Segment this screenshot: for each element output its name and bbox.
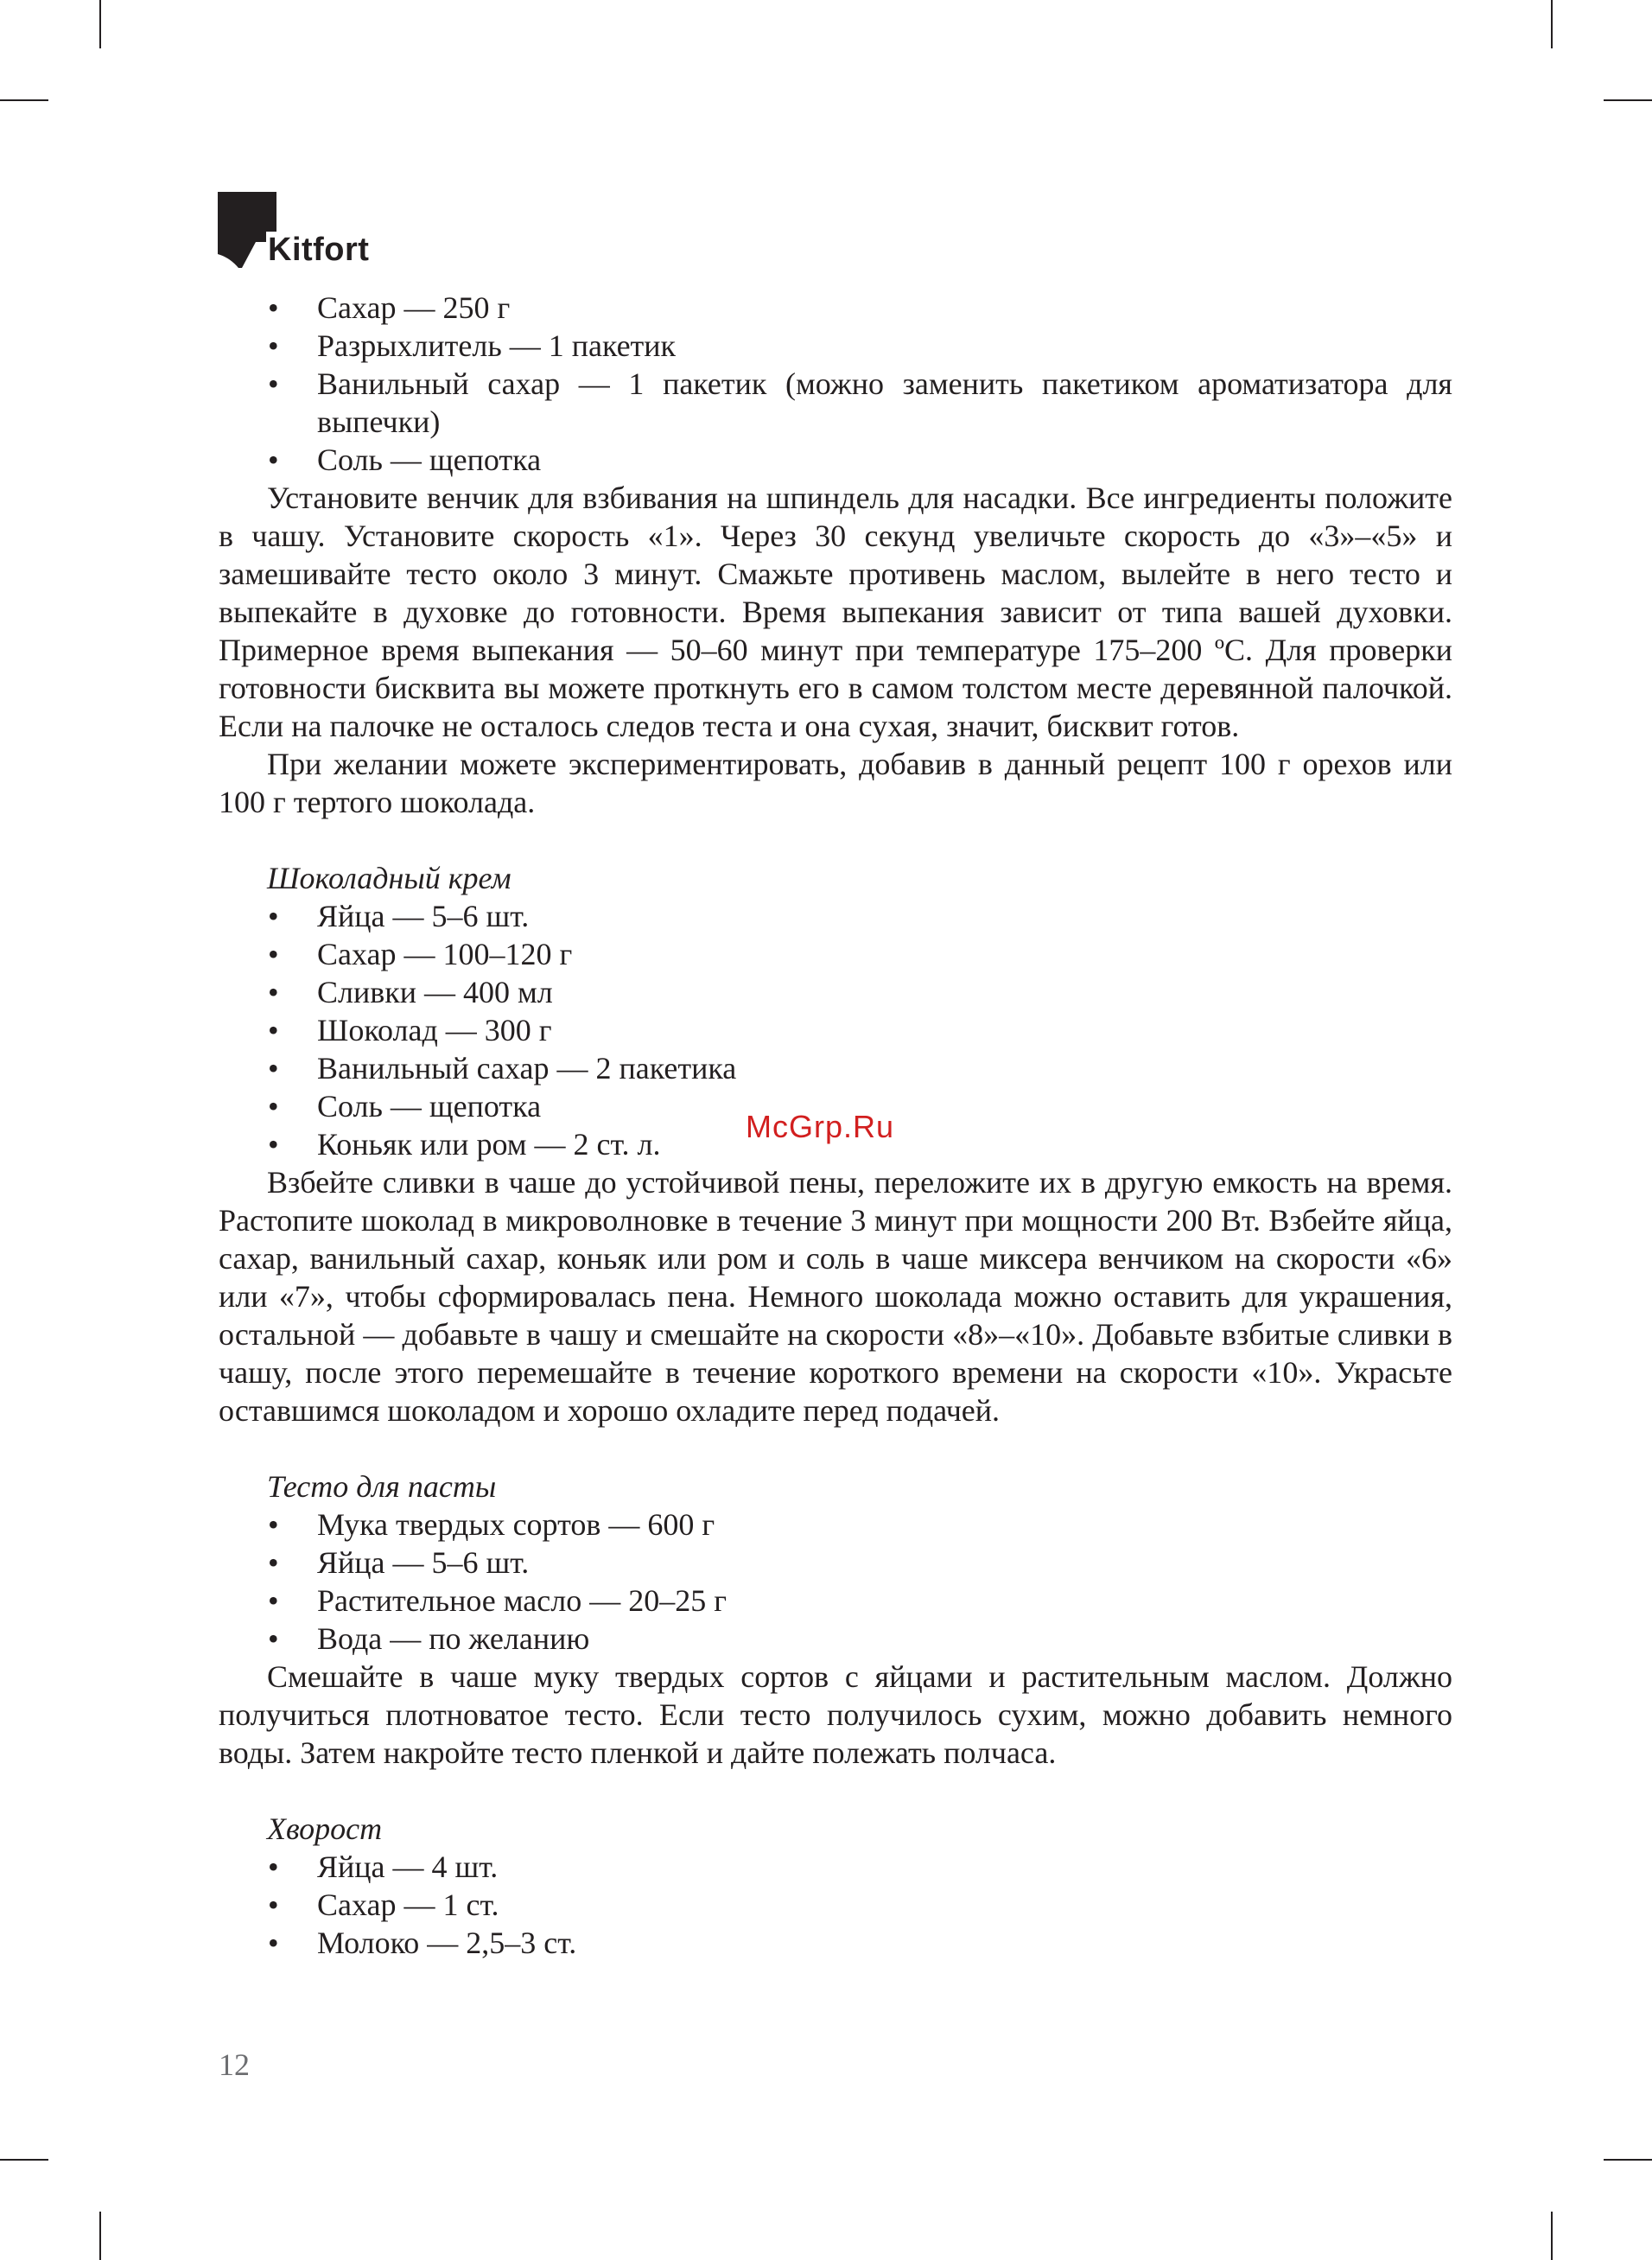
brand-name: Kitfort: [268, 232, 370, 268]
list-item: • Растительное масло — 20–25 г: [219, 1582, 1452, 1620]
chocolate-cream-instructions: Взбейте сливки в чаше до устойчивой пены, переложите их в другую емкость на время. Растопите шоколад в микроволновке в течение 3 минут при мощности 200 Вт. Взбейте яйца, сахар, ванильный сахар, коньяк или ром и соль в чаше миксера венчиком на скорости «6» или «7», чтобы сформировалась пена. Немного шоколада можно оставить для украшения, остальной — добавьте в чашу и смешайте на скорости «8»–«10». Добавьте взбитые сливки в чашу, после этого перемешайте в течение короткого времени на скорости «10». Украсьте оставшимся шоколадом и хорошо охладите перед подачей.: [219, 1165, 1452, 1428]
list-item: • Соль — щепотка: [219, 1087, 1452, 1125]
list-item: • Мука твердых сортов — 600 г: [219, 1506, 1452, 1544]
crop-mark-right-top: [1604, 99, 1652, 101]
watermark: McGrp.Ru: [746, 1109, 895, 1144]
pasta-dough-ingredients-list: [219, 1506, 1452, 1658]
list-item: • Шоколад — 300 г: [219, 1011, 1452, 1049]
list-item: • Сахар — 100–120 г: [219, 935, 1452, 973]
crop-mark-left-bottom: [0, 2159, 48, 2161]
list-item: • Молоко — 2,5–3 ст.: [219, 1924, 1452, 1962]
page-number: 12: [219, 2047, 250, 2082]
sponge-ingredients-list: [219, 289, 1452, 479]
pasta-dough-heading: Тесто для пасты: [267, 1469, 497, 1504]
sponge-tip: При желании можете экспериментировать, добавив в данный рецепт 100 г орехов или 100 г тертого шоколада.: [219, 747, 1452, 819]
list-item: • Яйца — 5–6 шт.: [219, 1544, 1452, 1582]
list-item: • Сахар — 250 г: [219, 289, 1452, 327]
crop-mark-left-top: [0, 99, 48, 101]
list-item: • Сахар — 1 ст.: [219, 1886, 1452, 1924]
list-item: • Сливки — 400 мл: [219, 973, 1452, 1011]
pasta-dough-instructions: Смешайте в чаше муку твердых сортов с яйцами и растительным маслом. Должно получиться плотноватое тесто. Если тесто получилось сухим, можно добавить немного воды. Затем накройте тесто пленкой и дайте полежать полчаса.: [219, 1659, 1452, 1770]
list-item: • Ванильный сахар — 1 пакетик (можно заменить пакетиком ароматизатора для выпечки): [219, 365, 1452, 441]
chocolate-cream-heading: Шоколадный крем: [267, 861, 511, 895]
list-item: • Яйца — 5–6 шт.: [219, 897, 1452, 935]
khvorost-heading: Хворост: [267, 1811, 383, 1846]
crop-mark-top-left: [99, 0, 101, 48]
sponge-instructions: Установите венчик для взбивания на шпиндель для насадки. Все ингредиенты положите в чашу. Установите скорость «1». Через 30 секунд увеличьте скорость до «3»–«5» и замешивайте тесто около 3 минут. Смажьте противень маслом, вылейте в него тесто и выпекайте в духовке до готовности. Время выпекания зависит от типа вашей духовки. Примерное время выпекания — 50–60 минут при температуре 175–200 ºС. Для проверки готовности бисквита вы можете проткнуть его в самом толстом месте деревянной палочкой. Если на палочке не осталось следов теста и она сухая, значит, бисквит готов.: [219, 481, 1452, 743]
khvorost-ingredients-list: [219, 1848, 1452, 1962]
list-item: • Ванильный сахар — 2 пакетика: [219, 1049, 1452, 1087]
list-item: • Яйца — 4 шт.: [219, 1848, 1452, 1886]
list-item: • Соль — щепотка: [219, 441, 1452, 479]
crop-mark-top-right: [1551, 0, 1553, 48]
list-item: • Коньяк или ром — 2 ст. л.: [219, 1125, 1452, 1163]
crop-mark-right-bottom: [1604, 2159, 1652, 2161]
crop-mark-bottom-left: [99, 2212, 101, 2260]
list-item: • Вода — по желанию: [219, 1620, 1452, 1658]
list-item: • Разрыхлитель — 1 пакетик: [219, 327, 1452, 365]
crop-mark-bottom-right: [1551, 2212, 1553, 2260]
